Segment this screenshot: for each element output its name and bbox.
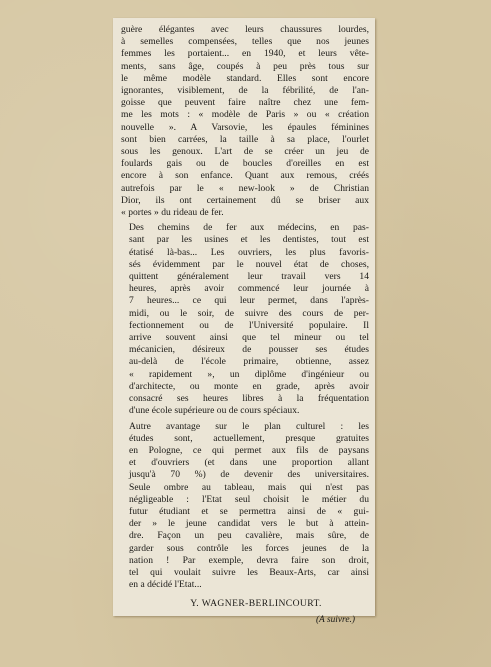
text-line: Seule ombre au tableau, mais qui n'est pas (129, 481, 369, 493)
text-line: étatisé là-bas... Les ouvriers, les plus favoris- (129, 246, 369, 258)
text-line: et d'ouvriers (et dans une proportion allant (129, 457, 369, 469)
text-line: sant par les usines et les dentistes, tout est (129, 234, 369, 246)
text-line: à semelles compensées, telles que nos jeunes (121, 36, 369, 48)
text-line: sés évidemment par le nouvel état de choses, (129, 258, 369, 270)
text-line: Dior, ils ont certainement dû se briser aux (121, 194, 369, 206)
text-line: guère élégantes avec leurs chaussures lourdes, (121, 24, 369, 35)
text-line: heures, après avoir commencé leur journée à (129, 283, 369, 295)
text-line: dre. Façon un peu cavalière, mais sûre, de (129, 530, 369, 542)
text-line: au-delà de l'école primaire, obtienne, assez (129, 356, 369, 368)
text-line: goisse que peuvent faire naître chez une fem- (121, 97, 369, 109)
text-line: Des chemins de fer aux médecins, en pas- (129, 222, 369, 234)
text-line: « rapidement », un diplôme d'ingénieur ou (129, 368, 369, 380)
text-line: le même modèle standard. Elles sont encore (121, 72, 369, 84)
article-body (121, 24, 369, 591)
text-line: « portes » du rideau de fer. (121, 207, 224, 219)
text-line: sont bien carrées, la taille à sa place, l'ourlet (121, 133, 369, 145)
text-line: nation ! Par exemple, devra faire son droit, (129, 554, 369, 566)
text-line: tel qui voulait suivre les Beaux-Arts, car ainsi (129, 566, 369, 578)
text-line: arrive souvent ainsi que tel mineur ou tel (129, 332, 369, 344)
author-byline: Y. WAGNER-BERLINCOURT. (190, 598, 322, 610)
text-line: consacré ses heures libres à la fréquentation (129, 393, 369, 405)
text-line: futur étudiant et se permettra ainsi de « gui- (129, 505, 369, 517)
paragraph-3 (121, 421, 369, 592)
text-line: ments, sans âge, coupés à peu près tous sur (121, 60, 369, 72)
paragraph-1 (121, 24, 369, 219)
text-line: femmes les portaient... en 1940, et leurs vête- (121, 48, 369, 60)
text-line: ignorantes, visiblement, de la fébrilité, de l'an- (121, 85, 369, 97)
text-line: foulards gais ou de boucles d'oreilles en est (121, 158, 369, 170)
text-line: encore à son enfance. Quant aux remous, créés (121, 170, 369, 182)
paragraph-2 (121, 222, 369, 417)
text-line: midi, ou le soir, de suivre des cours de per- (129, 307, 369, 319)
text-line: sous les genoux. L'art de se créer un jeu de (121, 146, 369, 158)
text-line: garder sous contrôle les forces jeunes de la (129, 542, 369, 554)
newspaper-clipping (113, 18, 375, 626)
text-line: der » le jeune candidat vers le but à attein- (129, 518, 369, 530)
text-line: jusqu'à 70 %) de devenir des universitaires. (129, 469, 369, 481)
text-line: quittent généralement leur travail vers 14 (129, 271, 369, 283)
text-line: en Pologne, ce qui permet aux fils de paysans (129, 444, 369, 456)
text-line: autrefois par le « new-look » de Christian (121, 182, 369, 194)
text-line: d'une école supérieure ou de cours spéciaux. (129, 405, 300, 417)
text-line: négligeable : l'Etat seul choisit le métier du (129, 493, 369, 505)
text-line: me les mots : « modèle de Paris » ou « création (121, 109, 369, 121)
text-line: mécanicien, désireux de pousser ses études (129, 344, 369, 356)
text-line: 7 heures... ce qui leur permet, dans l'après- (129, 295, 369, 307)
text-line: nouvelle ». A Varsovie, les épaules féminines (121, 121, 369, 133)
text-line: en a décidé l'Etat... (129, 579, 202, 591)
text-line: d'architecte, ou monte en grade, après avoir (129, 380, 369, 392)
text-line: Autre avantage sur le plan culturel : les (129, 420, 369, 432)
text-line: études sont, actuellement, presque gratuites (129, 432, 369, 444)
text-line: fectionnement ou de l'Université populaire. Il (129, 319, 369, 331)
to-be-continued-note: (A suivre.) (315, 615, 355, 626)
